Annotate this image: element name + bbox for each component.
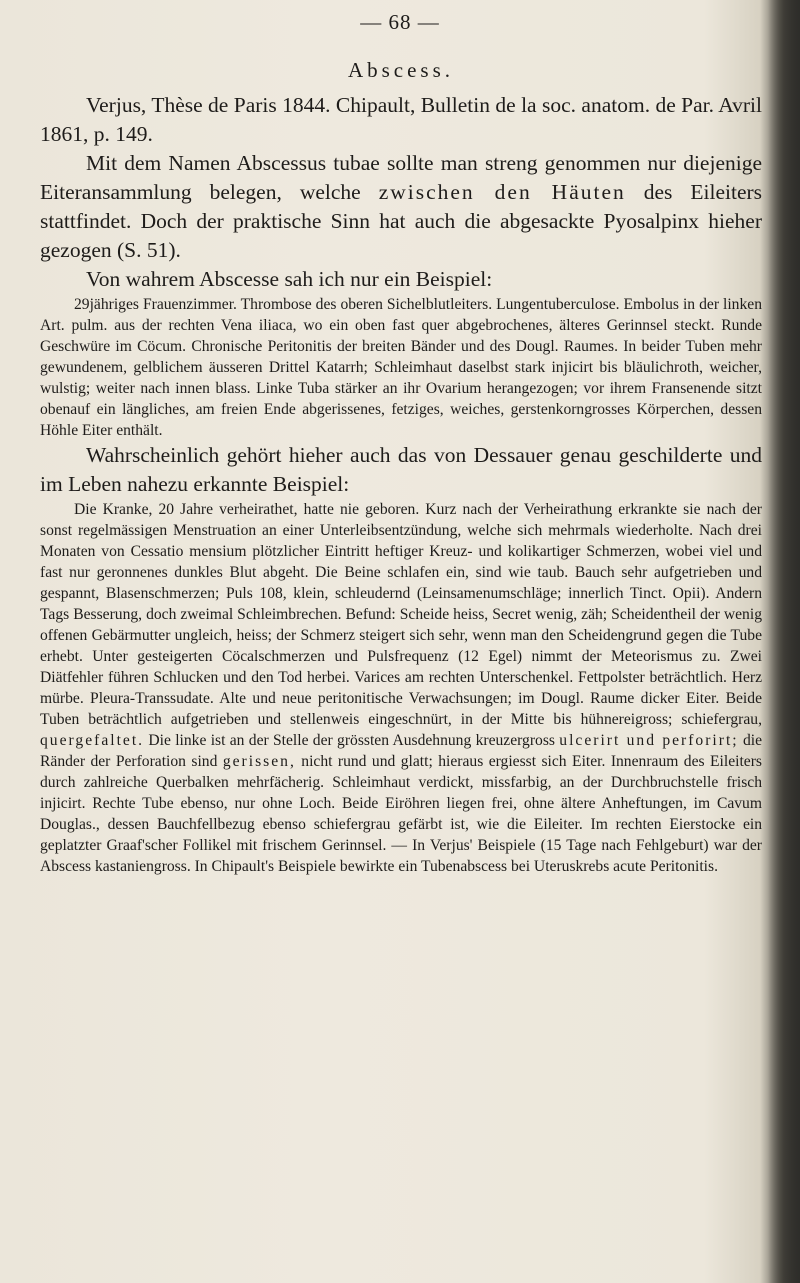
case-report-2 xyxy=(40,499,762,877)
case-2-text-d: nicht rund und glatt; hieraus ergiesst sich Eiter. Innenraum des Eileiters durch zahlreiche Querbalken mehrfächerig. Schleimhaut verdickt, missfarbig, an der Durchbruchstelle frisch injicirt. Rechte Tube ebenso, nur ohne Loch. Beide Eiröhren liegen frei, ohne ältere Anheftungen, im Cavum Douglas., dessen Bauchfellbezug ebenso schiefergrau gefärbt ist, wie die Eileiter. Im rechten Eierstocke ein geplatzter Graaf'scher Follikel mit frischem Gerinnsel. — In Verjus' Beispiele (15 Tage nach Fehlgeburt) war der Abscess kastaniengross. In Chipault's Beispiele bewirkte ein Tubenabscess bei Uteruskrebs acute Peritonitis. xyxy=(40,753,762,875)
page-content xyxy=(40,58,762,877)
case-2-text-c: die Ränder der Perforation sind xyxy=(40,732,762,770)
definition-text-start: Mit dem Namen Abscessus tubae sollte man streng genommen nur diejenige Eiteransammlung belegen, welche xyxy=(40,151,762,204)
definition-text-end: des Eileiters stattfindet. Doch der praktische Sinn hat auch die abgesackte Pyosalpinx hieher gezogen (S. 51). xyxy=(40,180,763,262)
emphasized-gerissen: gerissen, xyxy=(222,753,296,770)
case-2-text-a: Die Kranke, 20 Jahre verheirathet, hatte nie geboren. Kurz nach der Verheirathung erkrankte sie nach der sonst regelmässigen Menstruation an einer Unterleibsentzündung, welche sich mehrmals wiederholte. Nach drei Monaten von Cessatio mensium plötzlicher Eintritt heftiger Kreuz- und kolikartiger Schmerzen, wobei viel und fast nur geronnenes dunkles Blut abgeht. Die Beine schlafen ein, sind wie taub. Bauch sehr aufgetrieben und gespannt, Blasenschmerzen; Puls 108, klein, schleudernd (Leinsamenumschläge; innerlich Tinct. Opii). Andern Tags Besserung, doch zweimal Schleimbrechen. Befund: Scheide heiss, Secret wenig, zäh; Scheidentheil der wenig offenen Gebärmutter ungleich, heiss; der Schmerz steigert sich sehr, wenn man den Scheidengrund gegen die Tube erhebt. Unter gesteigerten Cöcalschmerzen und Pulsfrequenz (12 Egel) nimmt der Meteorismus zu. Zwei Diätfehler führen Schlucken und den Tod herbei. Varices am rechten Unterschenkel. Fettpolster beträchtlich. Herz mürbe. Pleura-Transsudate. Alte und neue peritonitische Verwachsungen; im Dougl. Raume dicker Eiter. Beide Tuben beträchtlich aufgetrieben und stellenweis eingeschnürt, in der Mitte bis hühnereigross; schiefergrau, xyxy=(40,501,762,728)
case-2-text-b: Die linke ist an der Stelle der grössten Ausdehnung kreuzergross xyxy=(148,732,555,749)
dessauer-intro: Wahrscheinlich gehört hieher auch das von Dessauer genau geschilderte und im Leben nahezu erkannte Beispiel: xyxy=(40,443,762,496)
book-spine-shadow xyxy=(768,0,800,1283)
case-report-1: 29jähriges Frauenzimmer. Thrombose des oberen Sichelblutleiters. Lungentuberculose. Embolus in der linken Art. pulm. aus der rechten Vena iliaca, wo ein oben fast quer abgebrochenes, älteres Gerinnsel steckt. Runde Geschwüre im Cöcum. Chronische Peritonitis der breiten Bänder und des Dougl. Raumes. In beider Tuben mehr gewundenem, gelblichem äusseren Drittel Katarrh; Schleimhaut daselbst stark injicirt bis bläulichroth, weicher, wulstig; weiter nach innen blass. Linke Tuba stärker an ihr Ovarium herangezogen; vor ihrem Fransenende sitzt obenauf ein längliches, am freien Ende abgerissenes, fetziges, weiches, gerstenkorngrosses Körperchen, dessen Höhle Eiter enthält. xyxy=(40,296,762,439)
definition-paragraph xyxy=(40,149,762,265)
emphasized-ulcerirt: ulcerirt und perforirt; xyxy=(559,732,739,749)
section-title: Abscess. xyxy=(347,58,455,82)
example-intro: Von wahrem Abscesse sah ich nur ein Beispiel: xyxy=(86,267,493,291)
reference-paragraph: Verjus, Thèse de Paris 1844. Chipault, Bulletin de la soc. anatom. de Par. Avril 1861, p. 149. xyxy=(40,93,762,146)
emphasized-quergefaltet: quergefaltet. xyxy=(40,732,145,749)
emphasized-phrase: zwischen den Häuten xyxy=(378,180,626,204)
page-number: — 68 — xyxy=(360,10,440,34)
